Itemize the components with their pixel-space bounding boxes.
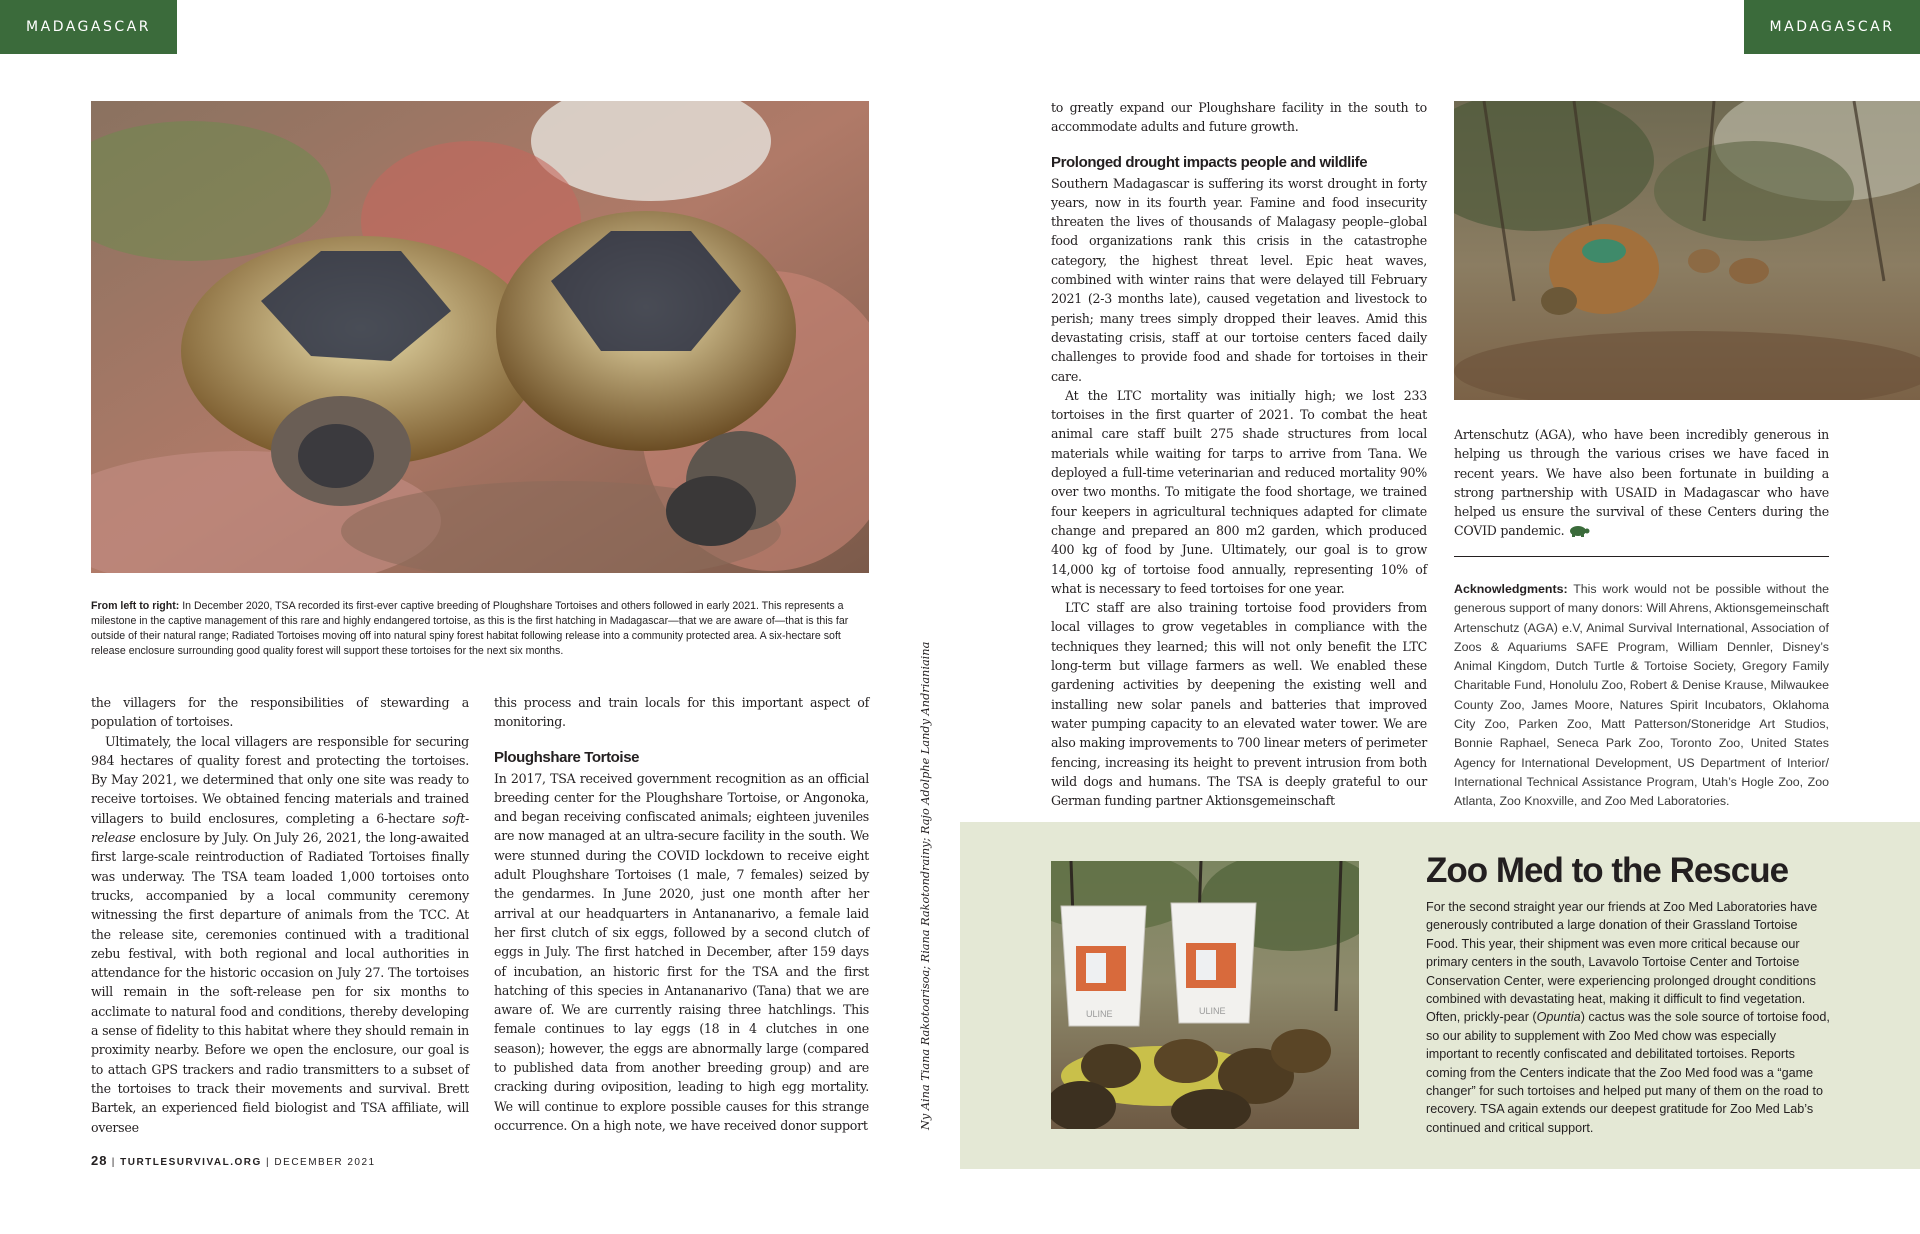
page-footer: 28 | TURTLESURVIVAL.ORG | DECEMBER 2021 bbox=[91, 1153, 376, 1168]
paragraph: this process and train locals for this important aspect of monitoring. bbox=[494, 695, 869, 730]
hatchlings-photo bbox=[91, 101, 869, 573]
caption-lead: From left to right: bbox=[91, 600, 180, 612]
zoo-med-buckets-photo bbox=[1051, 861, 1359, 1129]
section-heading: Ploughshare Tortoise bbox=[494, 748, 640, 766]
photo-credit-text: Ny Aina Tiana Rakotoarisoa; Riana Rakotondrainy; Rajo Adolphe Landy Andrianiaina bbox=[919, 641, 932, 1130]
divider-rule bbox=[1454, 556, 1829, 557]
footer-site: TURTLESURVIVAL.ORG bbox=[120, 1157, 262, 1168]
section-tab-label: MADAGASCAR bbox=[1769, 19, 1895, 35]
paragraph: to greatly expand our Ploughshare facility in the south to accommodate adults and future growth. bbox=[1051, 100, 1427, 135]
bucket-label: ULINE bbox=[1199, 1006, 1226, 1016]
sidebar-title: Zoo Med to the Rescue bbox=[1426, 851, 1789, 890]
paragraph: Ultimately, the local villagers are responsible for securing 984 hectares of quality forest and protecting the tortoises. By May 2021, we determined that only one site was ready to receive tortoises. We obtained fencing materials and trained villagers to build enclosures, completing a 6-hectare soft-release enclosure by July. On July 26, 2021, the long-awaited first large-scale reintroduction of Radiated Tortoises finally was underway. The TSA team loaded 1,000 tortoises onto trucks, accompanied by a local community ceremony witnessing the first departure of animals from the TCC. At the release site, ceremonies continued with a traditional zebu festival, with both regional and local authorities in attendance for the historic occasion on July 27. The tortoises will remain in the soft-release pen for six months to acclimate to natural food and conditions, thereby developing a sense of fidelity to this habitat where they should remain in proximity nearby. Before we open the enclosure, our goal is to attach GPS trackers and radio transmitters to a subset of the tortoises to track their movements and survival. Brett Bartek, an experienced field biologist and TSA affiliate, will oversee bbox=[91, 733, 469, 1135]
photo-caption bbox=[91, 599, 871, 659]
acknowledgments bbox=[1454, 580, 1829, 812]
acknowledgments-text: This work would not be possible without the generous support of many donors: Will Ahrens, Aktionsgemeinschaft Artenschutz (AGA) e.V, Animal Survival International, Association of Zoos & Aquariums SAFE Program, William Dennler, Disney’s Animal Kingdom, Dutch Turtle & Tortoise Society, Gregory Family Charitable Fund, Honolulu Zoo, Robert & Denise Krause, Milwaukee County Zoo, James Moore, Natures Spirit Incubators, Oklahoma City Zoo, Parken Zoo, Matt Patterson/Stoneridge Art Studios, Bonnie Raphael, Seneca Park Zoo, Toronto Zoo, United States Agency for International Development, US Department of Interior/ International Technical Assistance Program, Utah’s Hogle Zoo, Zoo Atlanta, Zoo Knoxville, and Zoo Med Laboratories. bbox=[1454, 582, 1829, 809]
article-column-4 bbox=[1454, 425, 1829, 541]
article-column-1 bbox=[91, 693, 469, 1137]
section-tab-label: MADAGASCAR bbox=[26, 19, 151, 35]
caption-text: In December 2020, TSA recorded its first-ever captive breeding of Ploughshare Tortoises and others followed in early 2021. This represents a milestone in the captive management of this rare and highly endangered tortoise, as this is the first hatching in Madagascar—that we are aware of—that is this far outside of their natural range; Radiated Tortoises moving off into natural spiny forest habitat following release into a community protected area. A six-hectare soft release enclosure surrounding good quality forest will support these tortoises for the next six months. bbox=[91, 600, 849, 657]
paragraph: In 2017, TSA received government recognition as an official breeding center for the Ploughshare Tortoise, or Angonoka, and began receiving confiscated animals; eighteen juveniles are now managed at an ultra-secure facility in the south. We were stunned during the COVID lockdown to receive eight adult Ploughshare Tortoises (1 male, 7 females) seized by the gendarmes. In June 2020, just one month after her arrival at our headquarters in Antananarivo, a female laid her first clutch of six eggs, followed by a second clutch of eggs in July. The first hatched in December, after 159 days of incubation, an historic first for the TSA and the first hatching of this species in Antananarivo (Tana) that we are aware of. We are currently raising three hatchlings. This female continues to lay eggs (18 in 4 clutches in one season); however, the eggs are abnormally large (compared to published data from another breeding group) and are cracking during oviposition, leading to high egg mortality. We will continue to explore possible causes for this strange occurrence. On a high note, we have received donor support bbox=[494, 770, 869, 1133]
article-column-2 bbox=[494, 693, 869, 1135]
paragraph: At the LTC mortality was initially high; we lost 233 tortoises in the first quarter of 2021. To combat the heat animal care staff built 275 shade structures from local materials while waiting for tarps to arrive from Tana. We deployed a full-time veterinarian and reduced mortality 90% over two months. To mitigate the food shortage, we trained four keepers in agricultural techniques adapted for climate change and prepared an 800 m2 garden, which produced 400 kg of food by June. Ultimately, our goal is to grow 14,000 kg of tortoise food annually, representing 10% of what is necessary to feed tortoises for one year. bbox=[1051, 387, 1427, 596]
paragraph: Southern Madagascar is suffering its worst drought in forty years, now in its fourth year. Famine and food insecurity threaten the lives of thousands of Malagasy people–global food organizations rank this crisis in the catastrophe category, the highest threat level. Epic heat waves, combined with winter rains that were delayed till February 2021 (2-3 months late), caused vegetation and livestock to perish; many trees simply dropped their leaves. Amid this devastating crisis, staff at our tortoise centers faced daily challenges to provide food and shade for tortoises in their care. bbox=[1051, 175, 1427, 384]
page-number: 28 bbox=[91, 1153, 108, 1168]
section-heading: Prolonged drought impacts people and wildlife bbox=[1051, 153, 1368, 171]
section-tab-right bbox=[1744, 0, 1920, 54]
bucket-label: ULINE bbox=[1086, 1009, 1113, 1019]
paragraph: LTC staff are also training tortoise food providers from local villages to grow vegetables in compliance with the techniques they learned; this will not only benefit the LTC long-term but village farmers as well. We enabled these gardening activities by deepening the existing well and installing new solar panels and batteries that improved water pumping capacity to an elevated water tower. We are also making improvements to 700 linear meters of perimeter fencing, increasing its height to prevent intrusion from both wild dogs and humans. The TSA is deeply grateful to our German funding partner Aktionsgemeinschaft bbox=[1051, 600, 1427, 809]
section-tab-left bbox=[0, 0, 177, 54]
article-column-3 bbox=[1051, 98, 1427, 810]
sidebar-text: For the second straight year our friends at Zoo Med Laboratories have generously contributed a large donation of their Grassland Tortoise Food. This year, their shipment was even more critical because our primary centers in the south, Lavavolo Tortoise Center and Tortoise Conservation Center, were experiencing prolonged drought conditions combined with devastating heat, making it difficult to find vegetation. Often, prickly-pear (Opuntia) cactus was the sole source of tortoise food, so our ability to supplement with Zoo Med chow was especially important to recently confiscated and debilitated tortoises. Reports coming from the Centers indicate that the Zoo Med food was a “game changer” for such tortoises and helped put many of them on the road to recovery. TSA again extends our deepest gratitude for Zoo Med Lab’s continued and critical support. bbox=[1426, 900, 1830, 1135]
footer-date: DECEMBER 2021 bbox=[274, 1157, 376, 1168]
paragraph: the villagers for the responsibilities of stewarding a population of tortoises. bbox=[91, 695, 469, 730]
radiated-tortoises-photo bbox=[1454, 101, 1920, 400]
acknowledgments-label: Acknowledgments: bbox=[1454, 582, 1568, 596]
paragraph: Artenschutz (AGA), who have been incredibly generous in helping us through the various crises we have faced in recent years. We have also been fortunate in building a strong partnership with USAID in Madagascar who have helped us ensure the survival of these Centers during the COVID pandemic. bbox=[1454, 427, 1829, 539]
turtle-end-mark-icon bbox=[1568, 524, 1590, 537]
